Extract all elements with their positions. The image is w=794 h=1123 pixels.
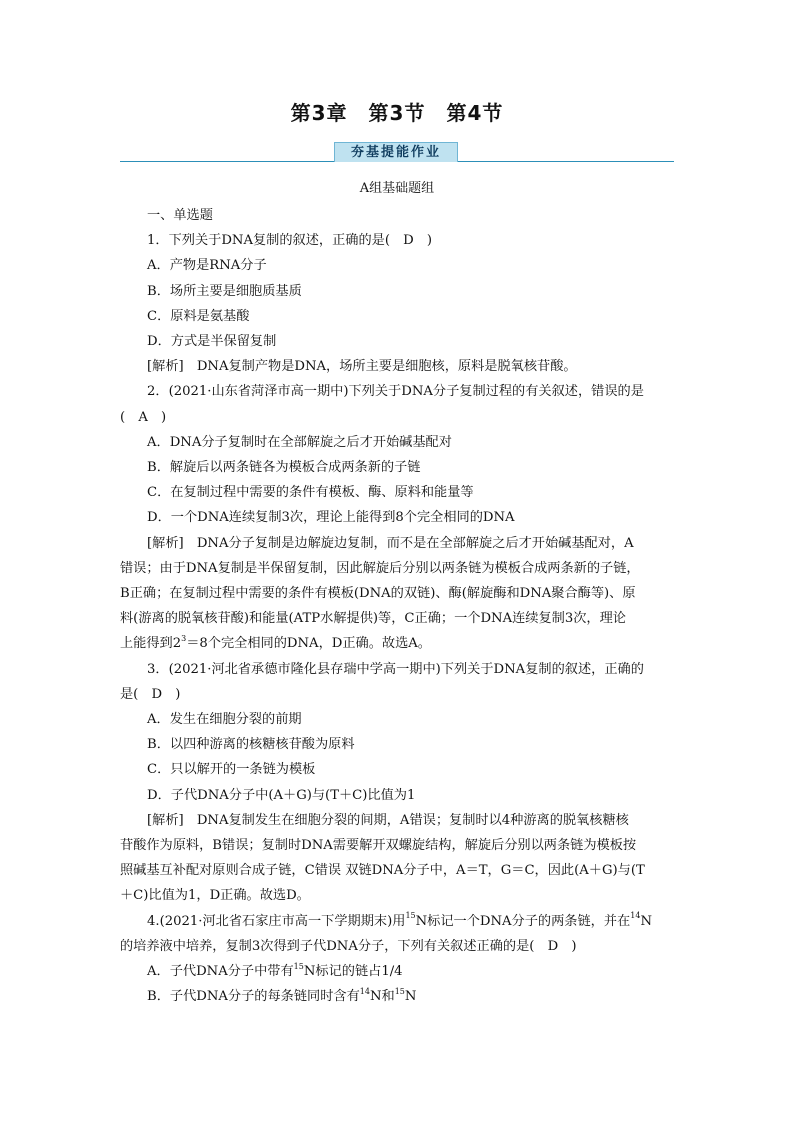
q1-option-d: D．方式是半保留复制 xyxy=(147,334,277,350)
q3-stem-answer: 是( D ) xyxy=(120,686,181,702)
q2-option-c: C．在复制过程中需要的条件有模板、酶、原料和能量等 xyxy=(147,485,474,501)
q1-stem: 1．下列关于DNA复制的叙述，正确的是( D ) xyxy=(147,233,433,249)
q4-option-a xyxy=(120,959,675,984)
text-run: B．子代DNA分子的每条链同时含有 xyxy=(147,989,360,1005)
section-heading: 一、单选题 xyxy=(147,208,213,223)
page-title: 第3章 第3节 第4节 xyxy=(290,101,504,125)
q3-option-a: A．发生在细胞分裂的前期 xyxy=(147,712,302,728)
q2-option-d: D．一个DNA连续复制3次，理论上能得到8个完全相同的DNA xyxy=(147,510,515,526)
q3-explanation-line: 苷酸作为原料，B错误；复制时DNA需要解开双螺旋结构，解旋后分别以两条链为模板按 xyxy=(120,838,637,854)
text-run: N xyxy=(404,989,417,1005)
q3-explanation-line: ＋C)比值为1，D正确。故选D。 xyxy=(120,888,310,904)
q2-explanation-line: B正确；在复制过程中需要的条件有模板(DNA的双链)、酶(解旋酶和DNA聚合酶等)、原 xyxy=(120,586,636,602)
text-run: N标记的链占1/4 xyxy=(303,964,403,980)
superscript: 14 xyxy=(630,911,641,921)
q3-option-d: D．子代DNA分子中(A＋G)与(T＋C)比值为1 xyxy=(147,787,416,803)
superscript: 15 xyxy=(293,961,304,971)
q1-option-a: A．产物是RNA分子 xyxy=(147,258,267,274)
q4-option-b xyxy=(120,984,675,1009)
group-title: A组基础题组 xyxy=(359,181,435,196)
q4-stem-line: 的培养液中培养，复制3次得到子代DNA分子，下列有关叙述正确的是( D ) xyxy=(120,938,577,954)
q1-option-c: C．原料是氨基酸 xyxy=(147,308,250,324)
text-run: N标记一个DNA分子的两条链，并在 xyxy=(415,913,631,929)
q2-stem-answer: ( A ) xyxy=(120,409,167,425)
q3-explanation-line: 照碱基互补配对原则合成子链，C错误 双链DNA分子中，A＝T，G＝C，因此(A＋G)与(T xyxy=(120,863,645,879)
q2-explanation-line: [解析] DNA分子复制是边解旋边复制，而不是在全部解旋之后才开始碱基配对，A xyxy=(147,535,634,551)
superscript: 15 xyxy=(405,911,416,921)
superscript: 14 xyxy=(359,986,370,996)
q2-option-b: B．解旋后以两条链各为模板合成两条新的子链 xyxy=(147,460,421,476)
q3-option-b: B．以四种游离的核糖核苷酸为原料 xyxy=(147,737,355,753)
text-run: N和 xyxy=(369,989,395,1005)
text-run: 上能得到2 xyxy=(120,636,182,652)
q2-explanation-line: 错误；由于DNA复制是半保留复制，因此解旋后分别以两条链为模板合成两条新的子链， xyxy=(120,560,640,576)
superscript: 3 xyxy=(181,634,187,644)
q3-stem: 3．(2021·河北省承德市隆化县存瑞中学高一期中)下列关于DNA复制的叙述，正确的 xyxy=(147,661,644,677)
q2-option-a: A．DNA分子复制时在全部解旋之后才开始碱基配对 xyxy=(147,434,452,450)
q3-option-c: C．只以解开的一条链为模板 xyxy=(147,762,316,778)
q2-explanation-line: 料(游离的脱氧核苷酸)和能量(ATP水解提供)等，C正确；一个DNA连续复制3次，理论 xyxy=(120,611,626,627)
q4-stem xyxy=(120,909,675,934)
text-run: N xyxy=(640,913,652,929)
text-run: A．子代DNA分子中带有 xyxy=(147,964,294,980)
superscript: 15 xyxy=(394,986,405,996)
q1-explanation: [解析] DNA复制产物是DNA，场所主要是细胞核，原料是脱氧核苷酸。 xyxy=(147,359,577,375)
q2-explanation-line xyxy=(120,631,675,656)
q3-explanation-line: [解析] DNA复制发生在细胞分裂的间期，A错误；复制时以4种游离的脱氧核糖核 xyxy=(147,812,629,828)
text-run: 4.(2021·河北省石家庄市高一下学期期末)用 xyxy=(147,913,406,929)
section-banner: 夯基提能作业 xyxy=(334,142,458,162)
q1-option-b: B．场所主要是细胞质基质 xyxy=(147,283,302,299)
q2-stem: 2．(2021·山东省菏泽市高一期中)下列关于DNA分子复制过程的有关叙述，错误的是 xyxy=(147,384,644,400)
question-content xyxy=(120,203,675,1010)
text-run: ＝8个完全相同的DNA，D正确。故选A。 xyxy=(186,636,431,652)
